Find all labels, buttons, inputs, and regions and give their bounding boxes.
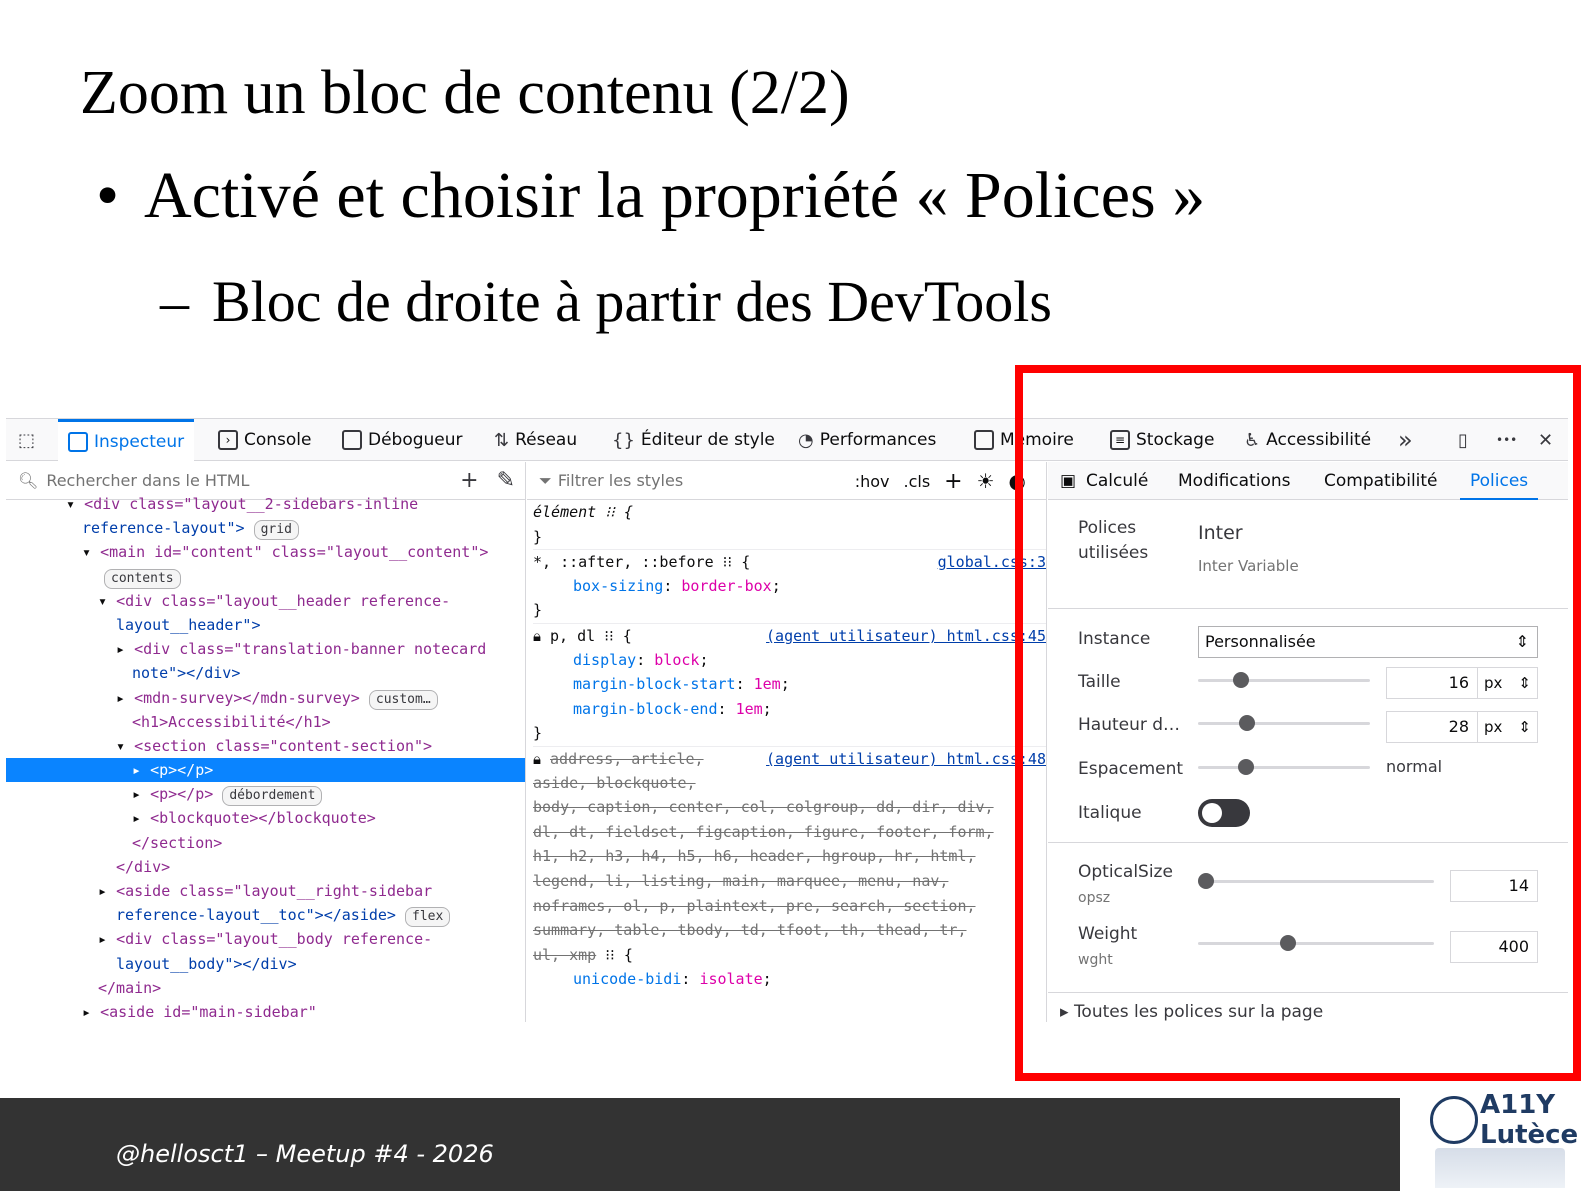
css-property[interactable]: unicode-bidi [573,970,682,989]
rule-selector: noframes, ol, p, plaintext, pre, search, section, [533,896,976,915]
tree-line[interactable]: ▸ <div class="translation-banner notecard [116,640,487,659]
weight-input[interactable]: 400 [1450,931,1538,963]
tree-node-text: <mdn-survey></mdn-survey> [134,688,360,707]
all-fonts-label: Toutes les polices sur la page [1073,1002,1324,1022]
light-theme-icon[interactable]: ☀ [976,469,995,493]
tree-node-text: <aside id="main-sidebar" [100,1002,317,1021]
tree-line[interactable] [6,831,525,855]
tree-node-text: <section class="content-section"> [134,736,433,755]
logo-text [1480,1090,1578,1150]
network-icon: ⇅ [494,429,510,451]
rule-line: ul, xmp ⁝⁝ { [533,945,633,964]
instance-value: Personnalisée [1205,632,1316,651]
rule-selector: dl, dt, fieldset, figcaption, figure, footer, form, [533,822,994,841]
tree-node-text: note"></div> [132,664,241,683]
optical-size-tag: opsz [1078,890,1111,906]
performance-icon: ◔ [798,429,814,451]
rule-line: box-sizing: border-box; [573,576,781,595]
rule-line: display: block; [573,650,709,669]
hov-button[interactable]: :hov [854,471,890,491]
rule-selector: élément [533,503,597,521]
used-fonts-label: Polices [1078,518,1137,538]
font-variant-name: Inter Variable [1198,557,1299,575]
tab-compatibilite[interactable]: Compatibilité [1324,471,1438,491]
rule-line: } [533,724,543,743]
css-rules [527,500,1046,992]
css-property[interactable]: margin-block-end [573,699,718,718]
css-value[interactable]: isolate [699,970,763,989]
add-node-icon[interactable]: + [460,468,479,493]
tree-line[interactable] [6,952,525,976]
tree-node-text: layout__body"></div> [116,954,297,973]
close-icon[interactable]: ✕ [1538,429,1554,451]
tree-line-selected[interactable]: ▸ <p></p> [6,758,525,782]
sub-bullet-marker: – [160,269,189,334]
tree-line[interactable]: ▾ <main id="content" class="layout__content"> [82,543,489,562]
css-value[interactable]: border-box [681,576,772,595]
bullet-marker: • [96,159,120,232]
tree-node-text: layout__header"> [116,615,261,634]
storage-icon: ≡ [1110,430,1130,450]
tree-node-text: <p></p> [150,785,214,804]
custom-badge[interactable]: custom… [369,690,438,710]
rule-selector: p, dl [550,626,596,645]
rule-selector: body, caption, center, col, colgroup, dd, dir, div, [533,798,994,817]
tree-line[interactable]: ▸ <blockquote></blockquote> [132,809,376,828]
tab-label: Éditeur de style [640,430,775,450]
rule-line: } [533,601,543,620]
tab-label: Débogueur [368,430,463,450]
rule-line: unicode-bidi: isolate; [573,970,772,989]
contents-badge[interactable]: contents [104,569,181,589]
css-property[interactable]: box-sizing [573,576,664,595]
tree-line[interactable] [6,855,525,879]
rule-selector: h1, h2, h3, h4, h5, h6, header, hgroup, hr, html, [533,847,976,866]
tab-label: Inspecteur [94,431,185,452]
dock-icon[interactable]: ▯ [1458,429,1468,451]
select-arrows-icon: ⇕ [1515,632,1529,651]
tree-node-text: <h1>Accessibilité</h1> [132,712,331,731]
instance-label: Instance [1078,629,1151,649]
size-input[interactable]: 16 [1386,667,1478,699]
weight-label: Weight [1078,924,1138,944]
font-name: Inter [1198,522,1243,544]
spacing-label: Espacement [1078,759,1184,779]
tree-line[interactable]: ▾ <div class="layout__2-sidebars-inline [66,495,419,513]
rule-line: margin-block-end: 1em; [573,699,772,718]
markup-tree [6,492,525,1022]
tab-modifications[interactable]: Modifications [1178,471,1291,491]
logo-line-1: A11Y [1480,1090,1556,1120]
bullet-point [96,158,1205,234]
sub-bullet-text: Bloc de droite à partir des DevTools [212,269,1052,334]
tab-label: Mémoire [1000,430,1074,450]
tree-node-text: reference-layout__toc"></aside> [116,906,396,925]
tree-line[interactable]: ▸ <div class="layout__body reference- [98,930,433,949]
rule-line: 🔒︎ p, dl ⁝⁝ { (agent utilisateur) html.css:45 [533,623,1046,648]
tab-label: Réseau [515,430,578,450]
styles-filter-input[interactable]: Filtrer les styles [557,471,684,490]
size-label: Taille [1078,672,1121,692]
unit-value: px [1484,674,1503,692]
tree-line[interactable] [6,516,525,540]
tree-node-text: <div class="layout__body reference- [116,930,433,949]
rules-panel [527,462,1047,1022]
used-fonts-label-2: utilisées [1078,543,1149,563]
debugger-icon [342,430,362,450]
footer-text: @hellosct1 – Meetup #4 - 2026 [116,1140,494,1168]
triangle-right-icon: ▸ [1060,1002,1074,1022]
footer-bar [0,1098,1400,1191]
tree-node-text: <p></p> [150,761,214,780]
source-link[interactable]: (agent utilisateur) html.css:48 [766,749,1046,768]
tree-node-text: <div class="layout__header reference- [116,591,451,610]
tree-node-text: <main id="content" class="layout__content"> [100,543,489,562]
css-property[interactable]: margin-block-start [573,675,736,694]
css-value[interactable]: block [654,650,700,669]
tree-node-text: <div class="translation-banner notecard [134,640,487,659]
css-property[interactable]: display [573,650,637,669]
logo-emblem-icon [1430,1096,1478,1144]
tree-line[interactable] [6,710,525,734]
slide-title: Zoom un bloc de contenu (2/2) [80,59,850,127]
eyedropper-icon[interactable]: ✎ [496,468,515,493]
tree-line[interactable] [6,903,525,927]
computed-icon[interactable]: ▣ [1060,471,1077,491]
tab-debogueur[interactable] [342,419,463,461]
tab-polices[interactable]: Polices [1460,462,1538,500]
accessibility-icon: ♿ [1244,429,1261,451]
search-icon: 🔍︎ [18,471,39,490]
tree-node-text: <div class="layout__2-sidebars-inline [84,495,419,513]
select-arrows-icon: ⇕ [1518,674,1531,692]
tree-line[interactable]: ▸ <aside class="layout__right-sidebar [98,882,433,900]
tab-inspecteur[interactable] [58,419,194,461]
tree-node-text: reference-layout"> [82,519,245,538]
optical-size-label: OpticalSize [1078,862,1173,882]
tab-label: Console [244,430,312,450]
optical-size-input[interactable]: 14 [1450,870,1538,902]
a11y-lutece-logo [1400,1086,1587,1191]
rule-selector: *, ::after, ::before [533,553,714,572]
memory-icon [974,430,994,450]
rule-selector: legend, li, listing, main, marquee, menu, nav, [533,871,949,890]
styles-filter[interactable] [527,462,1046,500]
select-arrows-icon: ⇕ [1518,718,1531,736]
tree-line[interactable]: ▸ <mdn-survey></mdn-survey> custom… [6,686,525,710]
tree-line[interactable] [6,976,525,1000]
highlight-frame [1015,365,1581,1081]
tree-node-text: <blockquote></blockquote> [150,809,376,828]
bullet-text: Activé et choisir la propriété « Polices » [144,159,1206,232]
flex-badge[interactable]: flex [405,907,450,927]
overflow-tabs-icon[interactable]: » [1398,426,1413,454]
tab-editeur-style[interactable] [612,419,775,461]
rule-line: élément ⁝⁝ { [533,503,633,521]
filter-icon: ⏷ [539,470,552,490]
html-search-input[interactable]: Rechercher dans le HTML [46,471,250,490]
add-rule-icon[interactable]: + [944,468,963,494]
logo-skyline-icon [1435,1148,1565,1188]
tree-line[interactable]: ▸ <aside id="main-sidebar" [82,1002,317,1021]
tree-node-text: </main> [98,978,162,997]
rule-line: *, ::after, ::before ⁝⁝ { global.css:3 [533,549,1046,574]
tree-line[interactable] [6,613,525,637]
tree-line[interactable] [6,565,525,589]
tree-node-text: </div> [116,857,171,876]
source-link[interactable]: (agent utilisateur) html.css:45 [766,626,1046,645]
tab-label: Accessibilité [1266,430,1372,450]
tree-line[interactable] [6,661,525,685]
sub-bullet-point [160,268,1052,335]
tab-performances[interactable] [798,419,936,461]
unit-value: px [1484,718,1503,736]
tab-console[interactable] [218,419,312,461]
dark-theme-icon[interactable]: ◐ [1008,469,1026,493]
rule-line: } [533,527,543,546]
line-height-label: Hauteur d… [1078,715,1181,735]
console-icon: › [218,430,238,450]
tab-label: Stockage [1136,430,1215,450]
grid-badge[interactable]: grid [254,520,299,540]
source-link[interactable]: global.css:3 [937,553,1046,572]
cls-button[interactable]: .cls [903,471,931,491]
css-value[interactable]: 1em [735,699,763,718]
tree-node-text: </section> [132,833,223,852]
css-value[interactable]: 1em [753,675,781,694]
spacing-value: normal [1386,757,1443,776]
element-picker-icon[interactable]: ⬚ [18,429,36,451]
tab-reseau[interactable] [494,419,577,461]
overflow-badge[interactable]: débordement [222,786,322,806]
tab-calcule[interactable]: Calculé [1086,471,1149,491]
style-editor-icon: {} [612,429,635,451]
tab-label: Performances [819,430,937,450]
rule-selector: ul, xmp [533,945,597,964]
rule-line: 🔒︎ address, article, (agent utilisateur) html.css:48 [533,746,1046,771]
logo-line-2: Lutèce [1480,1120,1579,1150]
inspector-icon [68,432,88,452]
rule-line: margin-block-start: 1em; [573,675,790,694]
tree-line[interactable]: ▾ <div class="layout__header reference- [98,591,451,610]
line-height-input[interactable]: 28 [1386,711,1478,743]
rule-selector: summary, table, tbody, td, tfoot, th, thead, tr, [533,921,967,940]
rule-selector: aside, blockquote, [533,773,696,792]
inspector-panel [6,462,526,1022]
tree-node-text: <aside class="layout__right-sidebar [116,882,433,900]
more-options-icon[interactable]: ••• [1496,433,1518,447]
tree-line[interactable]: ▸ <p></p> débordement [6,782,525,806]
italic-label: Italique [1078,803,1142,823]
weight-tag: wght [1078,952,1113,968]
tree-line[interactable]: ▾ <section class="content-section"> [116,736,433,755]
rule-selector: address, article, [550,749,704,768]
